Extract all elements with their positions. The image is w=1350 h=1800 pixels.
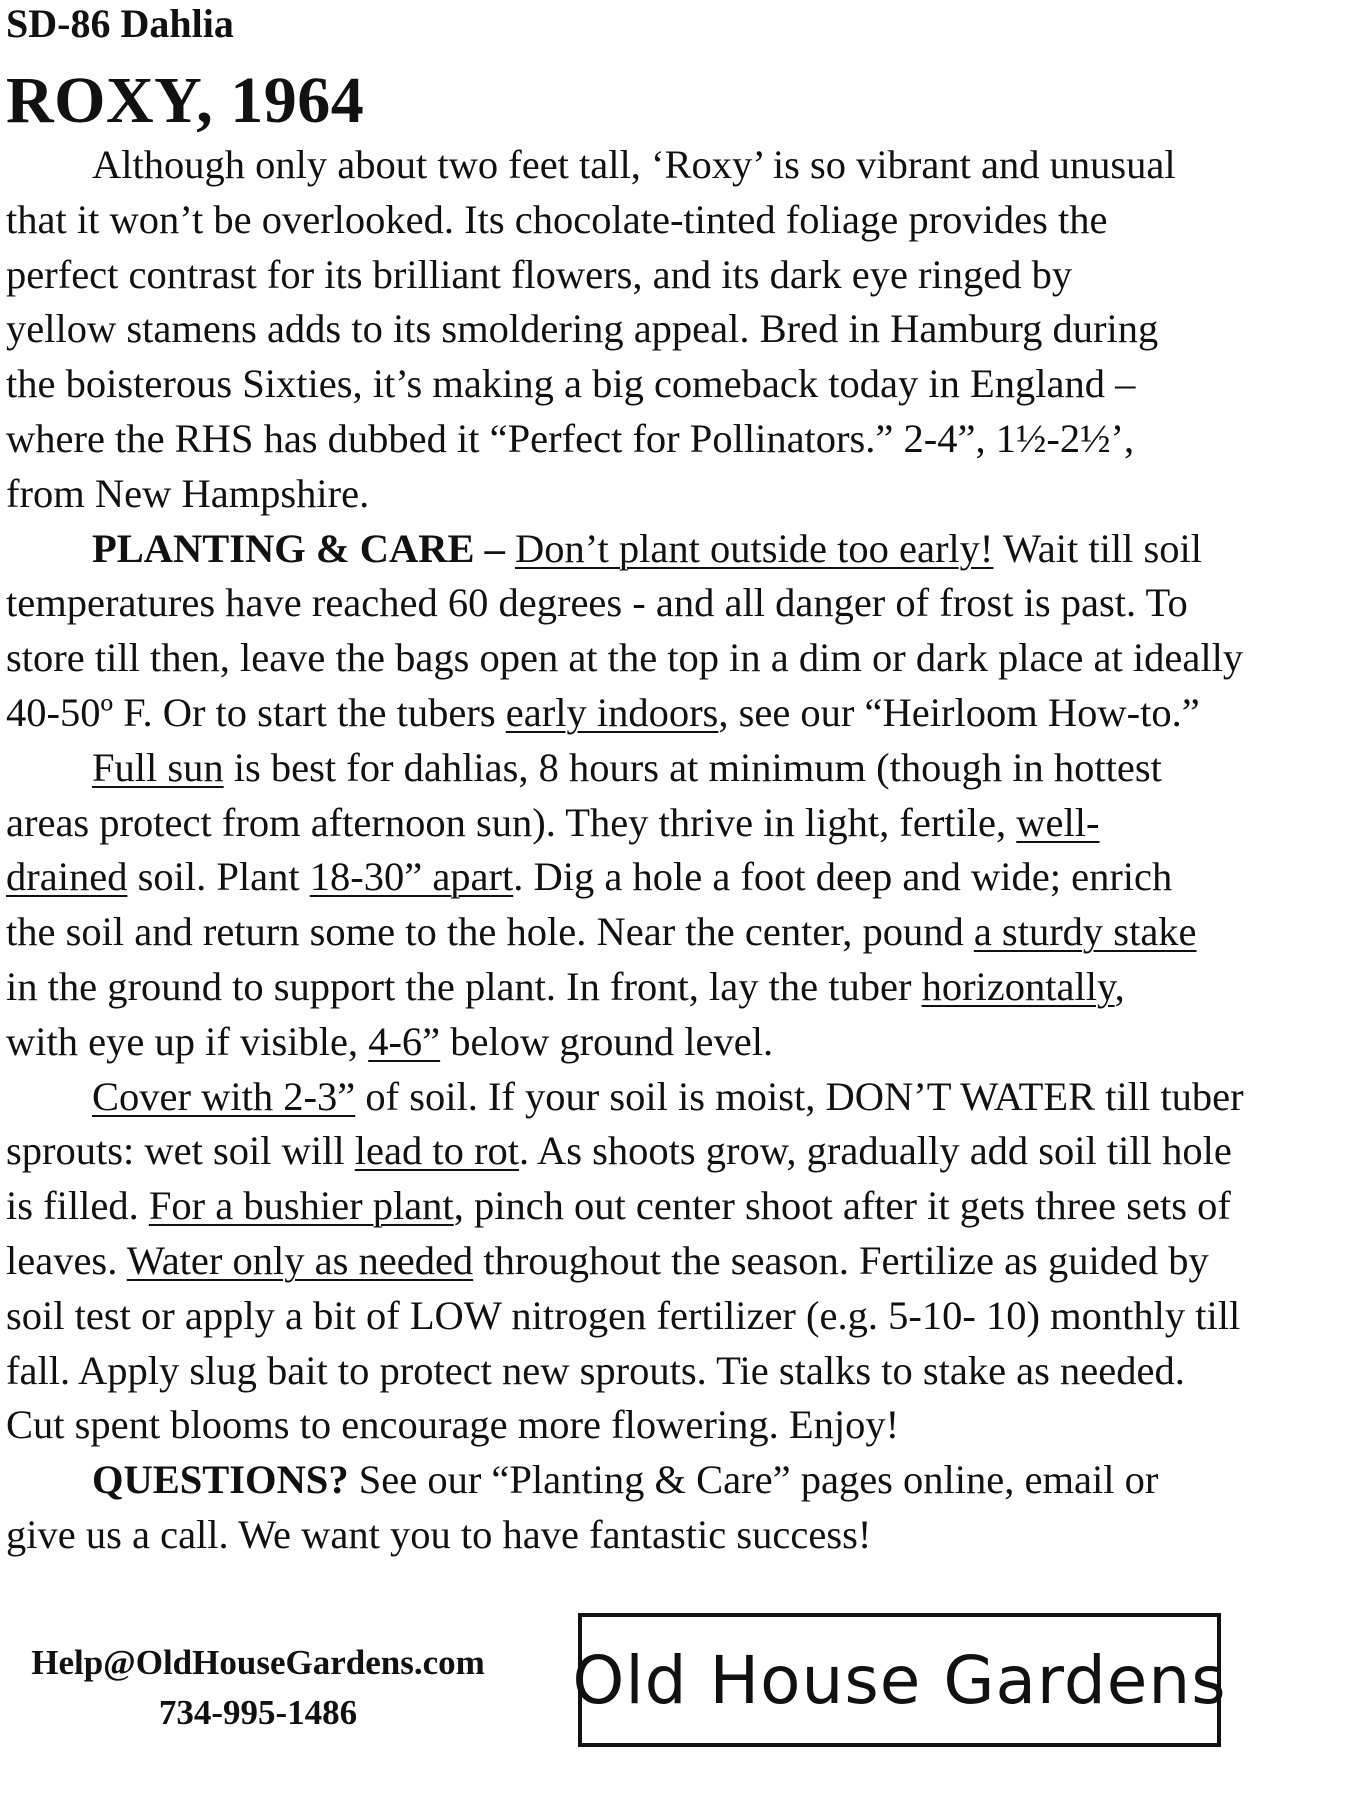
description-line: perfect contrast for its brilliant flowers, and its dark eye ringed by xyxy=(6,251,1073,297)
sun-line xyxy=(6,850,1296,905)
questions-line xyxy=(6,1453,1296,1508)
spacing-text: 18-30” apart xyxy=(309,854,514,900)
cover-text: of soil. If your soil is moist, DON’T WATER till tuber xyxy=(355,1073,1244,1119)
bushier-text: For a bushier plant xyxy=(148,1183,454,1229)
cover-line xyxy=(6,1179,1296,1234)
questions-text: See our “Planting & Care” pages online, email or xyxy=(348,1457,1159,1503)
contact-phone: 734-995-1486 xyxy=(158,1693,358,1732)
planting-text: 40-50º F. Or to start the tubers xyxy=(6,689,506,735)
cover-text: throughout the season. Fertilize as guided by xyxy=(473,1237,1209,1283)
planting-line xyxy=(6,522,1296,577)
questions-heading: QUESTIONS? xyxy=(92,1457,349,1503)
planting-line: temperatures have reached 60 degrees - and all danger of frost is past. To xyxy=(6,580,1188,626)
cover-text: is filled. xyxy=(6,1183,149,1229)
horizontally-text: horizontally xyxy=(921,963,1115,1009)
description-line: from New Hampshire. xyxy=(6,470,370,516)
sun-text: is best for dahlias, 8 hours at minimum (though in hottest xyxy=(223,744,1162,790)
sun-text: , xyxy=(1114,963,1125,1009)
well-drained-text: well- xyxy=(1016,799,1100,845)
page-title: ROXY, 1964 xyxy=(6,64,365,137)
sun-text: with eye up if visible, xyxy=(6,1018,369,1064)
cover-text: . As shoots grow, gradually add soil till hole xyxy=(518,1128,1232,1174)
sun-line xyxy=(6,741,1296,796)
sun-line xyxy=(6,960,1296,1015)
cover-text-u: Cover with 2-3” xyxy=(92,1073,356,1119)
product-code: SD-86 Dahlia xyxy=(6,1,234,46)
contact-block xyxy=(8,1638,508,1738)
cover-text: sprouts: wet soil will xyxy=(6,1128,355,1174)
brand-logo: Old House Gardens xyxy=(572,1641,1227,1719)
rot-text: lead to rot xyxy=(354,1128,519,1174)
contact-email[interactable]: Help@OldHouseGardens.com xyxy=(31,1643,485,1682)
sun-text: in the ground to support the plant. In front, lay the tuber xyxy=(6,963,922,1009)
sun-line xyxy=(6,905,1296,960)
body-text xyxy=(6,138,1296,1563)
planting-text: Wait till soil xyxy=(993,525,1203,571)
stake-text: a sturdy stake xyxy=(973,909,1197,955)
description-line: where the RHS has dubbed it “Perfect for Pollinators.” 2-4”, 1½-2½’, xyxy=(6,415,1135,461)
cover-line xyxy=(6,1234,1296,1289)
logo-box xyxy=(572,1613,1227,1747)
cover-text: leaves. xyxy=(6,1237,127,1283)
sun-line xyxy=(6,796,1296,851)
water-text: Water only as needed xyxy=(126,1237,474,1283)
description-line: yellow stamens adds to its smoldering appeal. Bred in Hamburg during xyxy=(6,306,1159,352)
planting-warning: Don’t plant outside too early! xyxy=(515,525,994,571)
early-indoors-text: early indoors xyxy=(505,689,719,735)
sun-text: areas protect from afternoon sun). They thrive in light, fertile, xyxy=(6,799,1017,845)
questions-line: give us a call. We want you to have fantastic success! xyxy=(6,1511,872,1557)
planting-text: , see our “Heirloom How-to.” xyxy=(718,689,1200,735)
sun-text: the soil and return some to the hole. Near the center, pound xyxy=(6,909,974,955)
cover-line: Cut spent blooms to encourage more flowering. Enjoy! xyxy=(6,1402,900,1448)
description-line: Although only about two feet tall, ‘Roxy’ is so vibrant and unusual xyxy=(92,142,1176,187)
description-line: the boisterous Sixties, it’s making a big comeback today in England – xyxy=(6,361,1136,407)
sun-text: . Dig a hole a foot deep and wide; enrich xyxy=(513,854,1173,900)
well-drained-text: drained xyxy=(6,854,128,900)
description-line: that it won’t be overlooked. Its chocolate-tinted foliage provides the xyxy=(6,196,1108,242)
cover-line xyxy=(6,1070,1296,1125)
planting-heading: PLANTING & CARE – xyxy=(92,525,505,571)
planting-line xyxy=(6,686,1296,741)
sun-line xyxy=(6,1015,1296,1070)
depth-text: 4-6” xyxy=(368,1018,441,1064)
planting-line: store till then, leave the bags open at the top in a dim or dark place at ideally xyxy=(6,635,1244,681)
sun-text: soil. Plant xyxy=(127,854,310,900)
full-sun-text: Full sun xyxy=(92,744,224,790)
cover-line: soil test or apply a bit of LOW nitrogen fertilizer (e.g. 5-10- 10) monthly till xyxy=(6,1292,1241,1338)
cover-line xyxy=(6,1124,1296,1179)
cover-line: fall. Apply slug bait to protect new sprouts. Tie stalks to stake as needed. xyxy=(6,1347,1185,1393)
cover-text: , pinch out center shoot after it gets three sets of xyxy=(453,1183,1231,1229)
sun-text: below ground level. xyxy=(440,1018,774,1064)
